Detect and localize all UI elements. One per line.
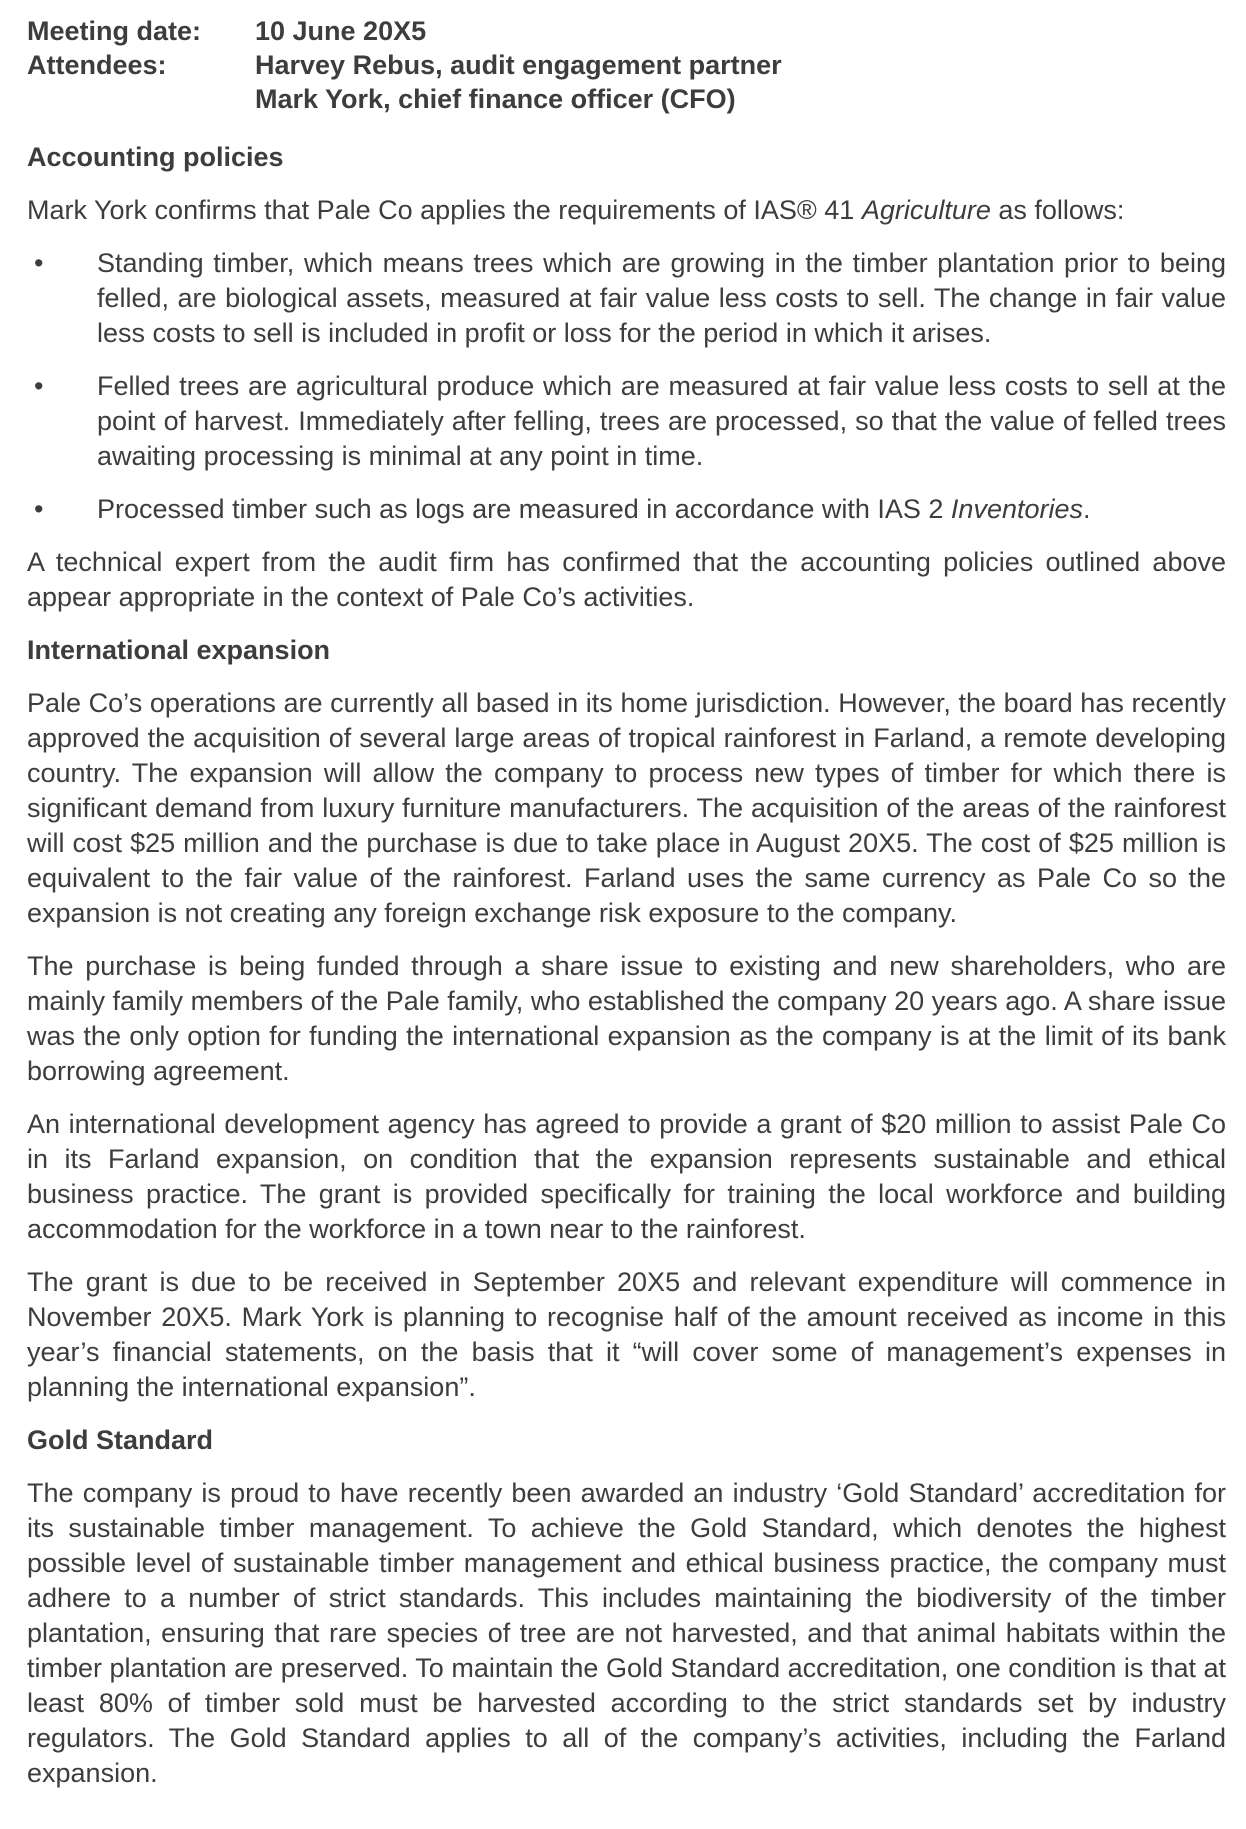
attendees-label: Attendees: bbox=[27, 50, 167, 80]
meeting-date-label: Meeting date: bbox=[27, 16, 202, 46]
meeting-meta-block bbox=[27, 14, 1226, 116]
bullet-text-pre: Standing timber, which means trees which are growing in the timber plantation prior to being felled, are biological assets, measured at fair value less costs to sell. The change in fair value less costs to sell is included in profit or loss for the period in which it arises. bbox=[97, 248, 1226, 348]
section-heading-international-expansion: International expansion bbox=[27, 635, 331, 665]
section-heading-gold-standard: Gold Standard bbox=[27, 1425, 214, 1455]
international-expansion-paragraph-4: The grant is due to be received in September 20X5 and relevant expenditure will commence in November 20X5. Mark York is planning to recognise half of the amount received as income in this year’s financial statements, on the basis that it “will cover some of management’s expenses in planning the international expansion”. bbox=[27, 1267, 1226, 1402]
bullet-icon: • bbox=[34, 494, 44, 524]
section-heading-accounting-policies: Accounting policies bbox=[27, 142, 284, 172]
bullet-text-post: . bbox=[1083, 494, 1091, 524]
intro-text-italic: Agriculture bbox=[861, 195, 991, 225]
attendee-2: Mark York, chief finance officer (CFO) bbox=[255, 84, 736, 114]
bullet-text-pre: Felled trees are agricultural produce which are measured at fair value less costs to sell at the point of harvest. Immediately after felling, trees are processed, so that the value of felled trees awaiting processing is minimal at any point in time. bbox=[97, 371, 1226, 471]
accounting-policies-bullet-list bbox=[27, 246, 1226, 527]
bullet-icon: • bbox=[34, 371, 44, 401]
attendees-list bbox=[255, 48, 782, 116]
international-expansion-paragraph-2: The purchase is being funded through a share issue to existing and new shareholders, who are mainly family members of the Pale family, who established the company 20 years ago. A share issue was the only option for funding the international expansion as the company is at the limit of its bank borrowing agreement. bbox=[27, 951, 1226, 1086]
international-expansion-paragraph-3: An international development agency has agreed to provide a grant of $20 million to assist Pale Co in its Farland expansion, on condition that the expansion represents sustainable and ethical business practice. The grant is provided specifically for training the local workforce and building accommodation for the workforce in a town near to the rainforest. bbox=[27, 1109, 1226, 1244]
gold-standard-paragraph-1: The company is proud to have recently been awarded an industry ‘Gold Standard’ accreditation for its sustainable timber management. To achieve the Gold Standard, which denotes the highest possible level of sustainable timber management and ethical business practice, the company must adhere to a number of strict standards. This includes maintaining the biodiversity of the timber plantation, ensuring that rare species of tree are not harvested, and that animal habitats within the timber plantation are preserved. To maintain the Gold Standard accreditation, one condition is that at least 80% of timber sold must be harvested according to the strict standards set by industry regulators. The Gold Standard applies to all of the company’s activities, including the Farland expansion. bbox=[27, 1478, 1226, 1788]
intro-text-post: as follows: bbox=[990, 195, 1125, 225]
international-expansion-paragraph-1: Pale Co’s operations are currently all based in its home jurisdiction. However, the board has recently approved the acquisition of several large areas of tropical rainforest in Farland, a remote developing country. The expansion will allow the company to process new types of timber for which there is significant demand from luxury furniture manufacturers. The acquisition of the areas of the rainforest will cost $25 million and the purchase is due to take place in August 20X5. The cost of $25 million is equivalent to the fair value of the rainforest. Farland uses the same currency as Pale Co so the expansion is not creating any foreign exchange risk exposure to the company. bbox=[27, 688, 1226, 928]
bullet-item-felled-trees bbox=[27, 369, 1226, 474]
bullet-icon: • bbox=[34, 248, 44, 278]
meeting-date-row bbox=[27, 14, 1226, 48]
attendee-1: Harvey Rebus, audit engagement partner bbox=[255, 50, 782, 80]
bullet-item-standing-timber bbox=[27, 246, 1226, 351]
bullet-text-italic: Inventories bbox=[950, 494, 1083, 524]
accounting-policies-conclusion: A technical expert from the audit firm has confirmed that the accounting policies outlined above appear appropriate in the context of Pale Co’s activities. bbox=[27, 547, 1226, 612]
meeting-date-value: 10 June 20X5 bbox=[255, 16, 427, 46]
bullet-text-pre: Processed timber such as logs are measured in accordance with IAS 2 bbox=[97, 494, 951, 524]
bullet-item-processed-timber bbox=[27, 492, 1226, 527]
attendees-row bbox=[27, 48, 1226, 116]
intro-text-pre: Mark York confirms that Pale Co applies the requirements of IAS® 41 bbox=[27, 195, 862, 225]
accounting-policies-intro bbox=[27, 193, 1226, 228]
